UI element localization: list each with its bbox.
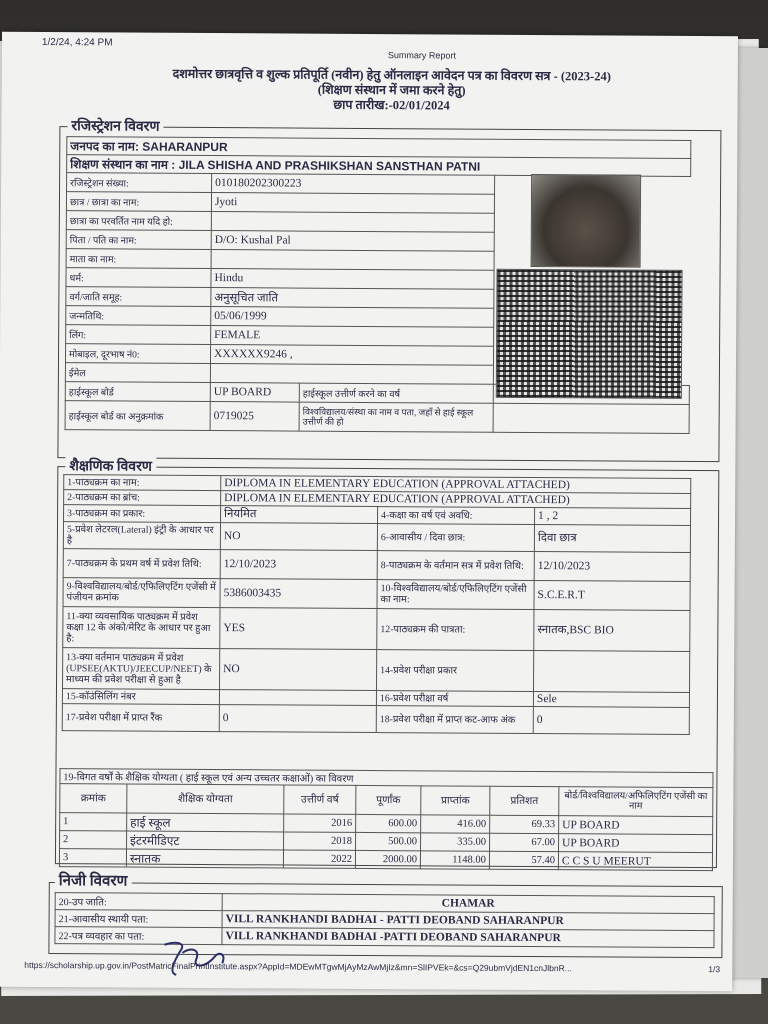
field-label: 3-पाठ्यक्रम का प्रकार: bbox=[64, 505, 221, 523]
entrance-exam-type bbox=[533, 651, 689, 693]
percentage: 69.33 bbox=[490, 815, 559, 833]
field-label: 18-प्रवेश परीक्षा में प्राप्त कट-आफ अंक bbox=[376, 706, 533, 734]
serial-number: 1 bbox=[60, 813, 127, 831]
field-label: 20-उप जाति: bbox=[55, 893, 222, 911]
highschool-institution bbox=[493, 403, 690, 433]
obtained-marks: 416.00 bbox=[421, 815, 490, 833]
entrance-exam-cutoff: 0 bbox=[533, 707, 689, 735]
serial-number: 3 bbox=[59, 849, 126, 867]
field-label: 11-क्या व्यवसायिक पाठ्यक्रम में प्रवेश कक्षा 12 के अंको/मेरिट के आधार पर हुआ है: bbox=[63, 607, 220, 649]
entrance-exam-admission: NO bbox=[219, 649, 376, 691]
caste-group: अनुसूचित जाति bbox=[211, 288, 494, 309]
course-eligibility: स्नातक,BSC BIO bbox=[534, 610, 690, 652]
education-section-title: शैक्षणिक विवरण bbox=[65, 456, 156, 476]
field-label: 4-कक्षा का वर्ष एवं अवधि: bbox=[378, 507, 535, 525]
email bbox=[210, 364, 493, 385]
table-row bbox=[63, 607, 690, 652]
entrance-exam-year: Sele bbox=[533, 692, 689, 708]
field-label: रजिस्ट्रेशन संख्या: bbox=[67, 173, 212, 193]
sub-caste: CHAMAR bbox=[222, 894, 714, 914]
page-url: https://scholarship.up.gov.in/PostMatricFinalPrintInstitute.aspx?AppId=MDEwMTgwMjAyMzAwMjIz&mn=SlIPVEk=&cs=Q29ubmVjdEN1cnJlbnR... bbox=[24, 959, 572, 974]
previous-qualifications-table bbox=[59, 768, 714, 871]
field-label: 22-पत्र व्यवहार का पता: bbox=[55, 927, 222, 945]
qualification: स्नातक bbox=[126, 849, 283, 868]
report-name: Summary Report bbox=[387, 50, 456, 61]
highschool-board: UP BOARD bbox=[210, 383, 299, 403]
residential-status: दिवा छात्र bbox=[534, 525, 690, 553]
max-marks: 500.00 bbox=[356, 832, 421, 850]
student-name: Jyoti bbox=[211, 193, 494, 214]
summary-report-page bbox=[0, 32, 738, 991]
max-marks: 600.00 bbox=[356, 814, 421, 832]
registration-section-title: रजिस्ट्रेशन विवरण bbox=[67, 116, 163, 136]
field-label: 17-प्रवेश परीक्षा में प्राप्त रैंक bbox=[62, 704, 219, 732]
column-header: शैक्षिक योग्यता bbox=[127, 784, 284, 814]
first-year-admission-date: 12/10/2023 bbox=[220, 550, 377, 580]
field-label: 14-प्रवेश परीक्षा प्रकार bbox=[376, 650, 533, 692]
qualification: इंटरमीडिएट bbox=[127, 831, 284, 850]
course-branch: DIPLOMA IN ELEMENTARY EDUCATION (APPROVAL ATTACHED) bbox=[221, 491, 691, 509]
qualification: हाई स्कूल bbox=[127, 813, 284, 832]
column-header: प्रतिशत bbox=[490, 786, 559, 815]
serial-number: 2 bbox=[60, 831, 127, 849]
board-name: UP BOARD bbox=[559, 816, 713, 835]
university-name: S.C.E.R.T bbox=[534, 581, 690, 611]
max-marks: 2000.00 bbox=[355, 850, 420, 868]
personal-table bbox=[54, 892, 714, 948]
personal-section-title: निजी विवरण bbox=[55, 870, 132, 890]
field-label: छात्र / छात्रा का नाम: bbox=[66, 192, 211, 212]
field-label: 13-क्या वर्तमान पाठ्यक्रम में प्रवेश (UPSEE(AKTU)/JEECUP/NEET) के माध्यम की प्रवेश परीक्षा से हुआ है bbox=[62, 648, 219, 690]
education-table bbox=[62, 474, 692, 735]
table-row bbox=[59, 849, 712, 871]
percentage: 57.40 bbox=[489, 851, 558, 869]
page-title bbox=[57, 66, 727, 115]
pass-year: 2016 bbox=[284, 814, 356, 832]
field-label: 8-पाठ्यक्रम के वर्तमान सत्र में प्रवेश तिथि: bbox=[377, 551, 534, 581]
field-label: 6-आवासीय / दिवा छात्र: bbox=[377, 524, 534, 552]
title-line-1: दशमोत्तर छात्रवृत्ति व शुल्क प्रतिपूर्ति (नवीन) हेतु ऑनलाइन आवेदन पत्र का विवरण सत्र - (2023-24) bbox=[172, 66, 611, 84]
board-name: C C S U MEERUT bbox=[558, 852, 712, 871]
table-row bbox=[63, 549, 690, 582]
merit-based-admission: YES bbox=[220, 608, 377, 650]
field-label: 2-पाठ्यक्रम का ब्रांच: bbox=[64, 490, 221, 506]
handwritten-signature bbox=[156, 939, 230, 979]
field-label: धर्म: bbox=[66, 268, 211, 288]
column-header: पूर्णांक bbox=[356, 785, 421, 814]
counselling-number bbox=[219, 690, 376, 706]
lateral-entry: NO bbox=[220, 523, 377, 551]
field-label: जन्मतिथि: bbox=[66, 306, 211, 326]
current-session-admission-date: 12/10/2023 bbox=[534, 552, 690, 582]
pass-year: 2022 bbox=[283, 850, 355, 868]
father-name: D/O: Kushal Pal bbox=[211, 231, 494, 252]
mother-name bbox=[211, 250, 494, 271]
field-label: 21-आवासीय स्थायी पता: bbox=[55, 910, 222, 928]
entrance-exam-rank: 0 bbox=[219, 705, 376, 733]
table-row bbox=[55, 927, 714, 948]
class-year: 1 , 2 bbox=[535, 508, 691, 526]
mobile-number: XXXXXX9246 , bbox=[210, 345, 493, 366]
print-date: छाप तारीख:-02/01/2024 bbox=[333, 97, 450, 113]
field-label: 15-कॉउंसिलिंग नंबर bbox=[62, 689, 219, 705]
changed-name bbox=[211, 212, 494, 233]
religion: Hindu bbox=[211, 269, 494, 290]
date-of-birth: 05/06/1999 bbox=[211, 307, 494, 328]
percentage: 67.00 bbox=[490, 833, 559, 851]
district-name: जनपद का नाम: SAHARANPUR bbox=[67, 137, 691, 159]
field-label: ईमेल bbox=[65, 363, 210, 383]
field-label: वर्ग/जाति समूह: bbox=[66, 287, 211, 307]
obtained-marks: 1148.00 bbox=[420, 851, 489, 869]
field-label: हाईस्कूल बोर्ड का अनुक्रमांक bbox=[65, 401, 210, 431]
institute-name: शिक्षण संस्थान का नाम : JILA SHISHA AND PRASHIKSHAN SANSTHAN PATNI bbox=[67, 155, 691, 177]
field-label: माता का नाम: bbox=[66, 249, 211, 269]
field-label: 16-प्रवेश परीक्षा वर्ष bbox=[376, 691, 533, 707]
board-name: UP BOARD bbox=[559, 834, 713, 853]
field-label: हाईस्कूल बोर्ड bbox=[65, 382, 210, 402]
table-row bbox=[65, 401, 689, 434]
university-registration-number: 5386003435 bbox=[220, 579, 377, 609]
field-label: पिता / पति का नाम: bbox=[66, 230, 211, 250]
column-header: प्राप्तांक bbox=[421, 786, 490, 815]
field-label: 9-विश्वविद्यालय/बोर्ड/एफिलिएटिंग एजेंसी में पंजीयन क्रमांक bbox=[63, 578, 220, 608]
field-label: विश्वविद्यालय/संस्था का नाम व पता, जहाँ से हाई स्कूल उत्तीर्ण की हो bbox=[299, 402, 493, 432]
table-row bbox=[62, 704, 689, 735]
highschool-roll-number: 0719025 bbox=[210, 402, 299, 432]
table-header-row bbox=[60, 784, 713, 817]
permanent-address: VILL RANKHANDI BADHAI - PATTI DEOBAND SAHARANPUR bbox=[222, 911, 714, 931]
course-type: नियमित bbox=[221, 506, 378, 524]
obtained-marks: 335.00 bbox=[421, 833, 490, 851]
course-name: DIPLOMA IN ELEMENTARY EDUCATION (APPROVAL ATTACHED) bbox=[221, 476, 691, 494]
field-label: 7-पाठ्यक्रम के प्रथम वर्ष में प्रवेश तिथि: bbox=[63, 549, 220, 579]
field-label: लिंग: bbox=[66, 325, 211, 345]
table-row bbox=[63, 522, 690, 553]
field-label: छात्रा का परवर्तित नाम यदि हो: bbox=[66, 211, 211, 231]
gender: FEMALE bbox=[211, 326, 494, 347]
pass-year: 2018 bbox=[284, 832, 356, 850]
previous-qualifications-title: 19-विगत वर्षों के शैक्षिक योग्यता ( हाई स्कूल एवं अन्य उच्चतर कक्षाओं) का विवरण bbox=[60, 769, 713, 788]
column-header: उत्तीर्ण वर्ष bbox=[284, 785, 356, 814]
table-row bbox=[62, 648, 689, 693]
column-header: बोर्ड/विश्वविद्यालय/अफिलिएटिंग एजेंसी का नाम bbox=[559, 787, 713, 817]
column-header: क्रमांक bbox=[60, 784, 127, 813]
field-label: मोबाइल, दूरभाष नं0: bbox=[65, 344, 210, 364]
page-number: 1/3 bbox=[708, 964, 721, 975]
registration-number: 010180202300223 bbox=[212, 174, 495, 195]
title-line-2: (शिक्षण संस्थान में जमा करने हेतु) bbox=[317, 82, 466, 98]
print-timestamp: 1/2/24, 4:24 PM bbox=[41, 36, 113, 49]
correspondence-address: VILL RANKHANDI BADHAI -PATTI DEOBAND SAHARANPUR bbox=[222, 928, 714, 948]
field-label: 1-पाठ्यक्रम का नाम: bbox=[64, 475, 221, 491]
qr-code bbox=[496, 269, 683, 399]
student-photo bbox=[531, 174, 642, 268]
field-label: 12-पाठ्यक्रम की पात्रता: bbox=[377, 609, 534, 651]
field-label: हाईस्कूल उत्तीर्ण करने का वर्ष bbox=[299, 383, 493, 403]
table-row bbox=[63, 578, 690, 611]
field-label: 5-प्रवेश लेटरल(Lateral) इंट्री के आधार पर है bbox=[63, 522, 220, 550]
field-label: 10-विश्वविद्यालय/बोर्ड/एफिलिएटिंग एजेंसी का नाम: bbox=[377, 580, 534, 610]
